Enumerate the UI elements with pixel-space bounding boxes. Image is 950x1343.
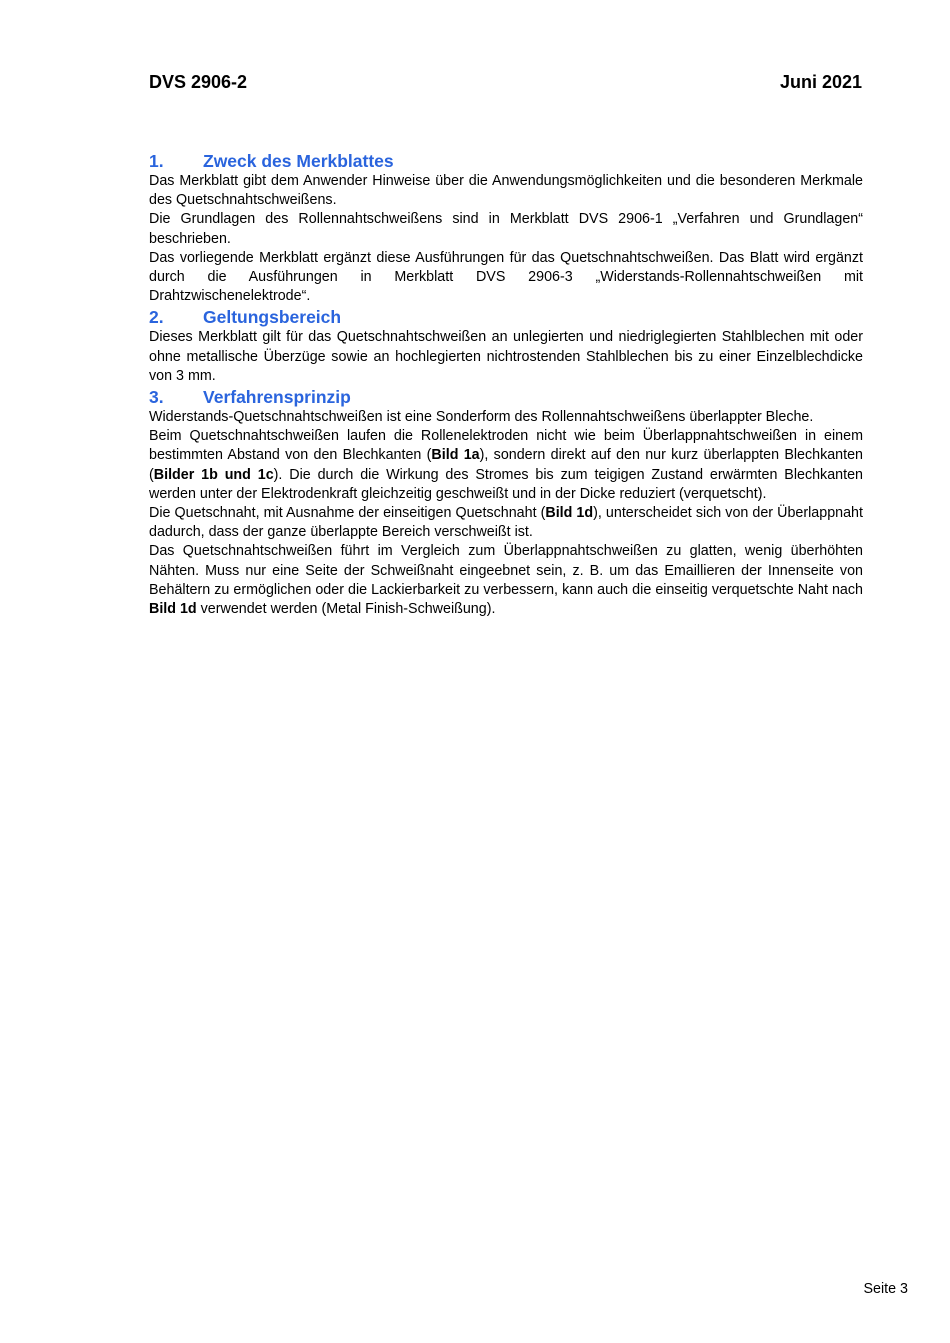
section-2-title: Geltungsbereich bbox=[203, 307, 342, 328]
page-body bbox=[149, 150, 863, 619]
section-2-heading bbox=[149, 306, 863, 328]
text-run: verwendet werden (Metal Finish-Schweißung). bbox=[196, 601, 496, 618]
paragraph: Das Merkblatt gibt dem Anwender Hinweise über die Anwendungsmöglichkeiten und die besonderen Merkmale des Quetschnahtschweißens. bbox=[149, 173, 863, 209]
section-3-heading bbox=[149, 386, 863, 408]
figure-reference: Bilder 1b und 1c bbox=[153, 466, 274, 483]
paragraph: Dieses Merkblatt gilt für das Quetschnahtschweißen an unlegierten und niedriglegierten Stahlblechen mit oder ohne metallische Überzüge sowie an hochlegierten nichtrostenden Stahlblechen bis zu einer Einzelblechdicke von 3 mm. bbox=[149, 329, 863, 384]
text-run: ), sondern direkt auf den nur kurz überlappten Blechkanten ( bbox=[149, 447, 864, 483]
paragraph: Das vorliegende Merkblatt ergänzt diese Ausführungen für das Quetschnahtschweißen. Das Blatt wird ergänzt durch die Ausführungen in Merkblatt DVS 2906-3 „Widerstands-Rollennahtschweißen mit Drahtzwischenelektrode“. bbox=[149, 249, 863, 305]
document-id: DVS 2906-2 bbox=[149, 72, 248, 92]
text-run: ), unterscheidet sich von der Überlappnaht dadurch, dass der ganze überlappte Bereich verschweißt ist. bbox=[149, 505, 863, 541]
text-run: Das Quetschnahtschweißen führt im Vergleich zum Überlappnahtschweißen zu glatten, wenig überhöhten Nähten. Muss nur eine Seite der Schweißnaht eingeebnet sein, z. B. um das Emaillieren der Innenseite von Behältern zu ermöglichen oder die Lackierbarkeit zu verbessern, kann auch die einseitig verquetschte Naht nach bbox=[149, 543, 863, 598]
section-1-number: 1. bbox=[149, 151, 164, 171]
figure-reference: Bild 1d bbox=[545, 505, 594, 522]
section-1-heading bbox=[149, 150, 863, 172]
text-run: ). Die durch die Wirkung des Stromes bis zum teigigen Zustand erwärmten Blechkanten werden unter der Elektrodenkraft gleichzeitig geschweißt und in der Dicke reduziert (verquetscht). bbox=[149, 466, 863, 502]
figure-reference: Bild 1d bbox=[149, 601, 197, 618]
section-3-title: Verfahrensprinzip bbox=[203, 387, 351, 408]
section-1-title: Zweck des Merkblattes bbox=[203, 151, 394, 171]
figure-reference: Bild 1a bbox=[431, 447, 480, 464]
paragraph bbox=[149, 427, 863, 504]
section-3-number: 3. bbox=[149, 387, 164, 408]
text-run: Beim Quetschnahtschweißen laufen die Rollenelektroden nicht wie beim Überlappnahtschweißen in einem bestimmten Abstand von den Blechkanten ( bbox=[149, 428, 863, 464]
paragraph: Widerstands-Quetschnahtschweißen ist eine Sonderform des Rollennahtschweißens überlappter Bleche. bbox=[149, 409, 814, 426]
text-run: Die Quetschnaht, mit Ausnahme der einseitigen Quetschnaht ( bbox=[149, 505, 546, 522]
document-date: Juni 2021 bbox=[779, 72, 862, 92]
page-number: Seite 3 bbox=[863, 1281, 908, 1297]
section-2-number: 2. bbox=[149, 307, 164, 328]
paragraph bbox=[149, 542, 863, 619]
paragraph: Die Grundlagen des Rollennahtschweißens sind in Merkblatt DVS 2906-1 „Verfahren und Grundlagen“ beschrieben. bbox=[149, 211, 863, 247]
paragraph bbox=[149, 504, 863, 542]
